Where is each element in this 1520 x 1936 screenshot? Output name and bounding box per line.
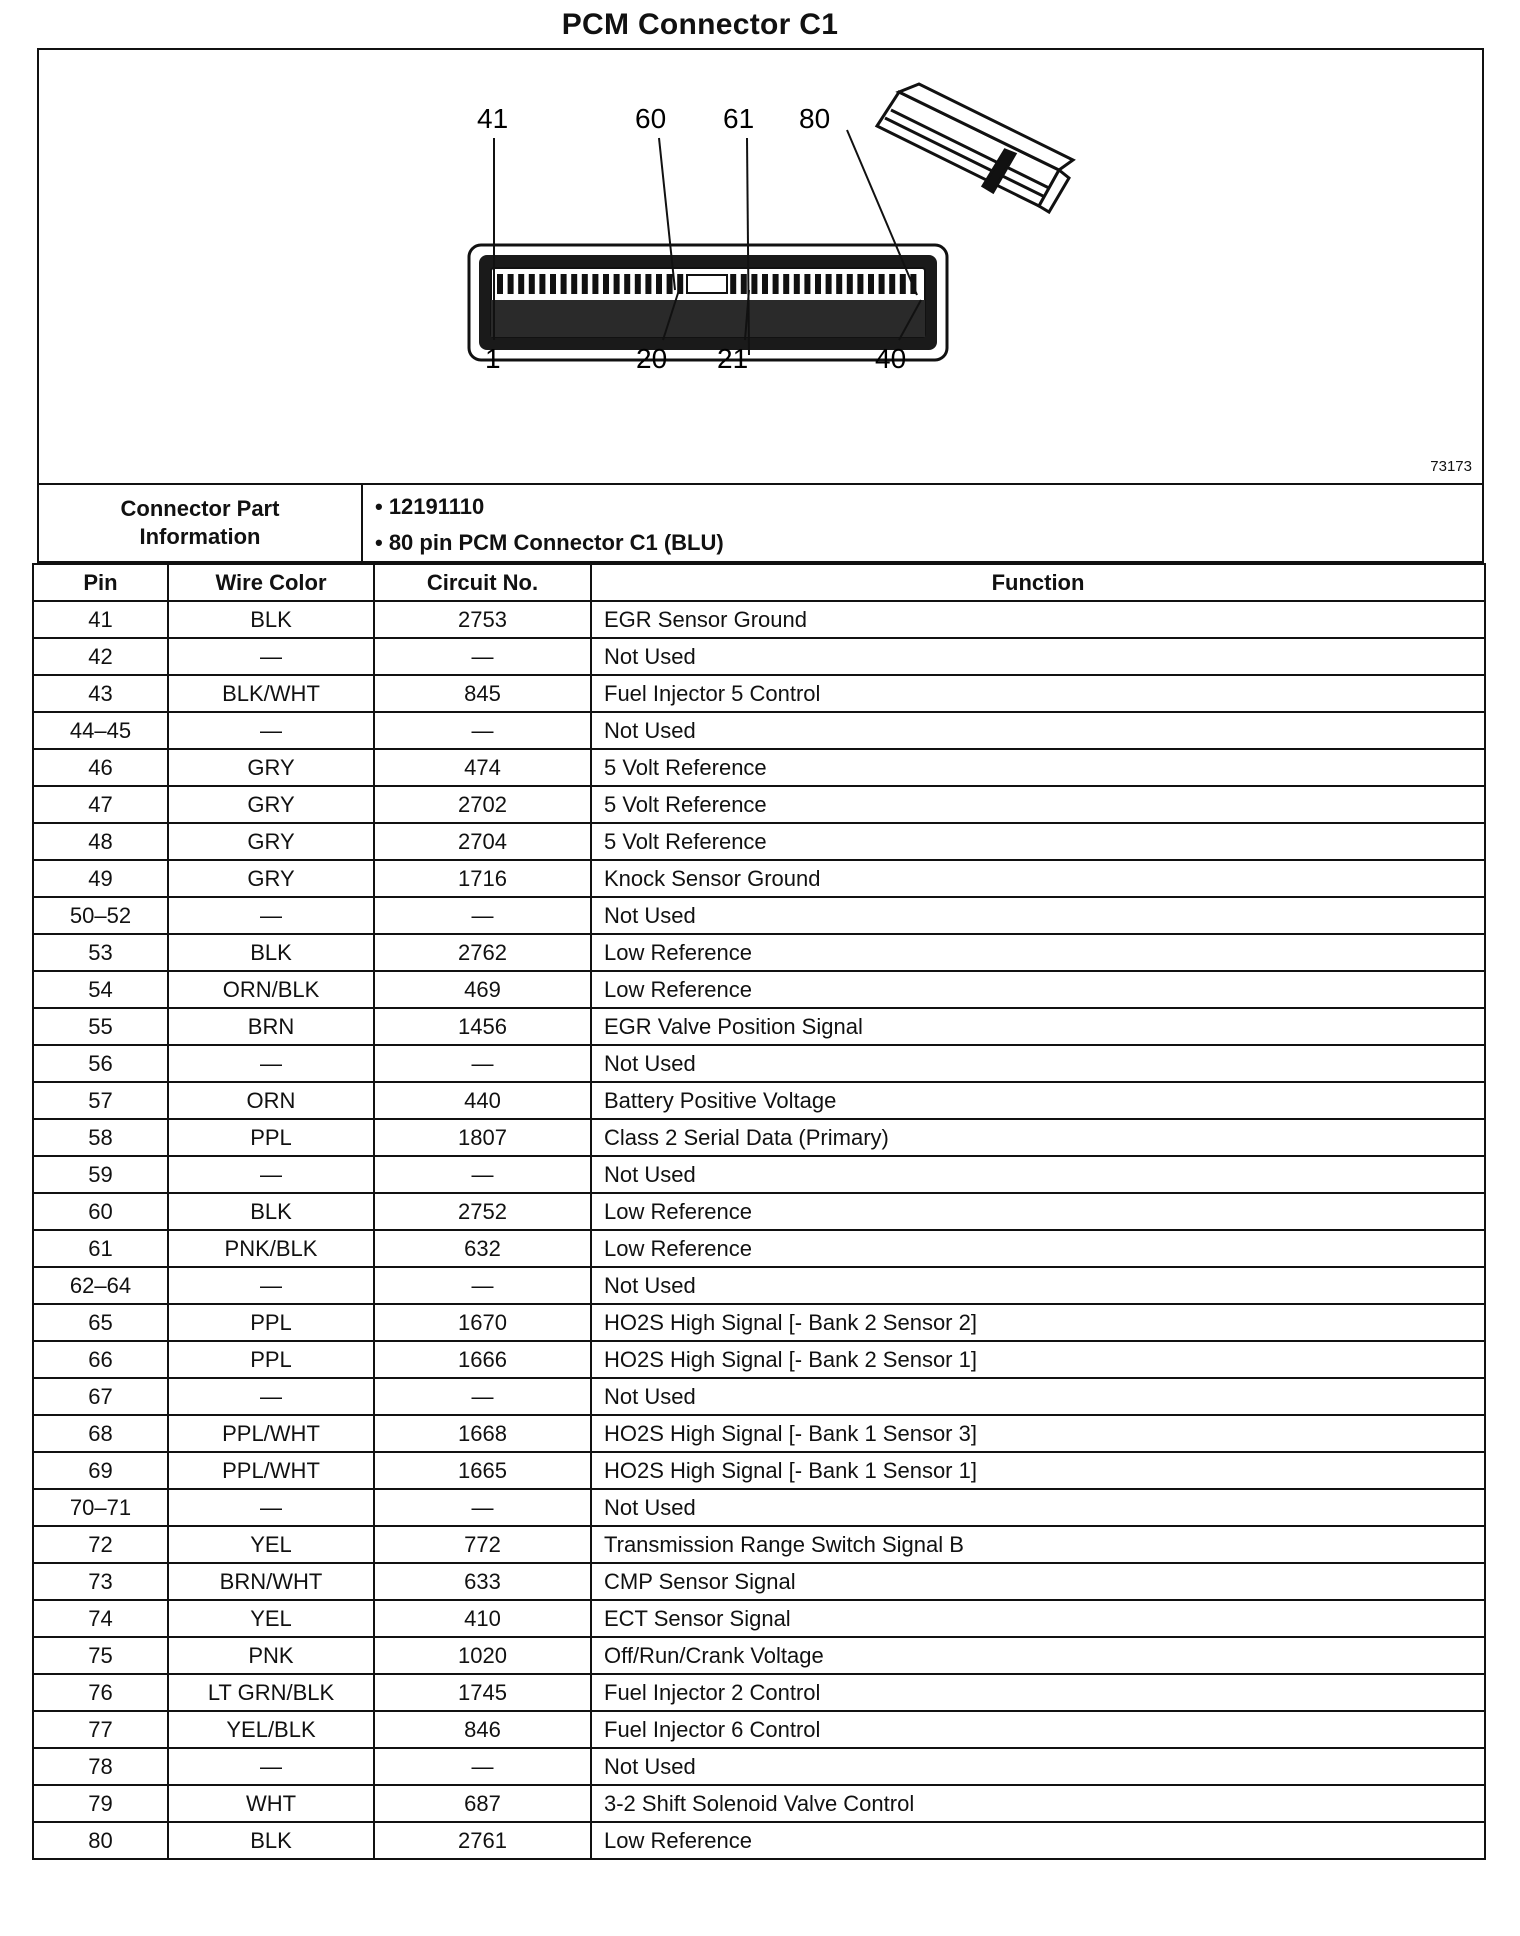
cell-circuit: 440	[374, 1082, 591, 1119]
cell-pin: 67	[33, 1378, 168, 1415]
connector-pin	[667, 274, 673, 294]
connector-pin	[603, 274, 609, 294]
cell-circuit: 2704	[374, 823, 591, 860]
cell-circuit: 1456	[374, 1008, 591, 1045]
table-row	[33, 1008, 1485, 1045]
cell-circuit: 474	[374, 749, 591, 786]
cell-pin: 47	[33, 786, 168, 823]
connector-pin	[794, 274, 800, 294]
cell-function: Class 2 Serial Data (Primary)	[591, 1119, 1485, 1156]
cell-circuit: 1665	[374, 1452, 591, 1489]
cell-pin: 60	[33, 1193, 168, 1230]
cell-function: Not Used	[591, 1045, 1485, 1082]
cell-circuit: —	[374, 1378, 591, 1415]
table-row	[33, 934, 1485, 971]
cell-circuit: 410	[374, 1600, 591, 1637]
cell-wire-color: PPL	[168, 1304, 374, 1341]
cell-wire-color: —	[168, 1156, 374, 1193]
cell-wire-color: LT GRN/BLK	[168, 1674, 374, 1711]
cell-wire-color: YEL	[168, 1526, 374, 1563]
pin-label-61: 61	[723, 103, 755, 134]
cell-function: Off/Run/Crank Voltage	[591, 1637, 1485, 1674]
table-row	[33, 786, 1485, 823]
pin-table	[32, 563, 1486, 1860]
table-row	[33, 1637, 1485, 1674]
cell-pin: 42	[33, 638, 168, 675]
cell-wire-color: PNK	[168, 1637, 374, 1674]
part-number: • 12191110	[375, 494, 485, 519]
page-title: PCM Connector C1	[561, 8, 839, 41]
cell-wire-color: PPL/WHT	[168, 1452, 374, 1489]
header-pin: Pin	[33, 564, 168, 601]
cell-circuit: 2762	[374, 934, 591, 971]
cell-pin: 65	[33, 1304, 168, 1341]
cell-wire-color: —	[168, 1267, 374, 1304]
cell-wire-color: YEL/BLK	[168, 1711, 374, 1748]
pin-label-21: 21	[717, 343, 749, 374]
table-row	[33, 1822, 1485, 1859]
table-row	[33, 675, 1485, 712]
connector-part-label-line1: Connector Part	[120, 496, 280, 521]
cell-pin: 55	[33, 1008, 168, 1045]
connector-pin	[561, 274, 567, 294]
cell-circuit: 632	[374, 1230, 591, 1267]
connector-pin	[624, 274, 630, 294]
connector-description: • 80 pin PCM Connector C1 (BLU)	[375, 530, 724, 555]
cell-wire-color: GRY	[168, 749, 374, 786]
pin-label-1: 1	[485, 343, 501, 374]
table-row	[33, 860, 1485, 897]
table-row	[33, 1082, 1485, 1119]
connector-part-label-line2: Information	[139, 524, 261, 549]
cell-pin: 68	[33, 1415, 168, 1452]
cell-pin: 53	[33, 934, 168, 971]
connector-pin	[508, 274, 514, 294]
connector-pin	[879, 274, 885, 294]
cell-circuit: 2761	[374, 1822, 591, 1859]
cell-circuit: —	[374, 1748, 591, 1785]
cell-circuit: 1745	[374, 1674, 591, 1711]
connector-part-info	[37, 485, 1484, 563]
cell-circuit: 633	[374, 1563, 591, 1600]
cell-pin: 59	[33, 1156, 168, 1193]
connector-pin	[783, 274, 789, 294]
cell-wire-color: BLK	[168, 601, 374, 638]
connector-pin	[815, 274, 821, 294]
cell-pin: 70–71	[33, 1489, 168, 1526]
cell-pin: 73	[33, 1563, 168, 1600]
connector-pin	[656, 274, 662, 294]
connector-pin	[614, 274, 620, 294]
cell-wire-color: —	[168, 1378, 374, 1415]
cell-pin: 48	[33, 823, 168, 860]
cell-circuit: —	[374, 897, 591, 934]
cell-wire-color: BRN/WHT	[168, 1563, 374, 1600]
cell-wire-color: —	[168, 712, 374, 749]
connector-key	[687, 275, 727, 293]
cell-pin: 44–45	[33, 712, 168, 749]
cell-pin: 43	[33, 675, 168, 712]
cell-function: 3-2 Shift Solenoid Valve Control	[591, 1785, 1485, 1822]
table-row	[33, 1526, 1485, 1563]
cell-pin: 75	[33, 1637, 168, 1674]
cell-circuit: 846	[374, 1711, 591, 1748]
table-row	[33, 1304, 1485, 1341]
cell-function: Transmission Range Switch Signal B	[591, 1526, 1485, 1563]
cell-wire-color: ORN/BLK	[168, 971, 374, 1008]
cell-circuit: 687	[374, 1785, 591, 1822]
cell-pin: 76	[33, 1674, 168, 1711]
connector-part-values	[375, 489, 724, 561]
cell-function: Not Used	[591, 712, 1485, 749]
connector-pin	[741, 274, 747, 294]
cell-wire-color: GRY	[168, 786, 374, 823]
table-row	[33, 1045, 1485, 1082]
cell-wire-color: WHT	[168, 1785, 374, 1822]
table-row	[33, 1156, 1485, 1193]
cell-pin: 41	[33, 601, 168, 638]
cell-function: Not Used	[591, 1748, 1485, 1785]
cell-circuit: 2752	[374, 1193, 591, 1230]
cell-function: CMP Sensor Signal	[591, 1563, 1485, 1600]
cell-function: 5 Volt Reference	[591, 749, 1485, 786]
table-row	[33, 1489, 1485, 1526]
cell-function: Fuel Injector 6 Control	[591, 1711, 1485, 1748]
cell-wire-color: —	[168, 1748, 374, 1785]
connector-pin	[592, 274, 598, 294]
connector-pin	[762, 274, 768, 294]
cell-circuit: 1670	[374, 1304, 591, 1341]
pin-label-60: 60	[635, 103, 667, 134]
header-function: Function	[591, 564, 1485, 601]
cell-function: 5 Volt Reference	[591, 823, 1485, 860]
cell-pin: 57	[33, 1082, 168, 1119]
cell-function: HO2S High Signal [- Bank 1 Sensor 3]	[591, 1415, 1485, 1452]
cell-function: ECT Sensor Signal	[591, 1600, 1485, 1637]
cell-wire-color: PPL	[168, 1119, 374, 1156]
connector-pin	[497, 274, 503, 294]
cell-circuit: —	[374, 1156, 591, 1193]
cell-circuit: 1666	[374, 1341, 591, 1378]
cell-circuit: 1668	[374, 1415, 591, 1452]
cell-function: HO2S High Signal [- Bank 2 Sensor 2]	[591, 1304, 1485, 1341]
table-row	[33, 638, 1485, 675]
connector-pin	[857, 274, 863, 294]
cell-circuit: 2753	[374, 601, 591, 638]
cell-wire-color: PNK/BLK	[168, 1230, 374, 1267]
table-header-row	[33, 564, 1485, 601]
pin-table-body	[33, 601, 1485, 1859]
table-row	[33, 1452, 1485, 1489]
cell-wire-color: BRN	[168, 1008, 374, 1045]
cell-function: Low Reference	[591, 971, 1485, 1008]
cell-wire-color: BLK	[168, 934, 374, 971]
cell-circuit: 1807	[374, 1119, 591, 1156]
cell-function: Fuel Injector 2 Control	[591, 1674, 1485, 1711]
cell-wire-color: PPL	[168, 1341, 374, 1378]
cell-wire-color: YEL	[168, 1600, 374, 1637]
table-row	[33, 1230, 1485, 1267]
cell-circuit: 1020	[374, 1637, 591, 1674]
connector-pin	[847, 274, 853, 294]
cell-function: Not Used	[591, 638, 1485, 675]
connector-part-label	[39, 485, 363, 561]
cell-pin: 56	[33, 1045, 168, 1082]
cell-function: Battery Positive Voltage	[591, 1082, 1485, 1119]
connector-pin	[582, 274, 588, 294]
table-row	[33, 897, 1485, 934]
cell-function: 5 Volt Reference	[591, 786, 1485, 823]
table-row	[33, 1415, 1485, 1452]
table-row	[33, 971, 1485, 1008]
pin-label-40: 40	[875, 343, 907, 374]
connector-pin	[645, 274, 651, 294]
connector-pin	[751, 274, 757, 294]
table-row	[33, 1785, 1485, 1822]
cell-function: Low Reference	[591, 934, 1485, 971]
connector-pin	[730, 274, 736, 294]
cell-function: Low Reference	[591, 1230, 1485, 1267]
pin-label-80: 80	[799, 103, 831, 134]
cell-function: Not Used	[591, 1267, 1485, 1304]
cell-wire-color: —	[168, 1045, 374, 1082]
cell-circuit: —	[374, 1045, 591, 1082]
connector-pin	[550, 274, 556, 294]
connector-pin	[889, 274, 895, 294]
connector-pin	[868, 274, 874, 294]
figure-id: 73173	[1430, 458, 1472, 475]
cell-function: Knock Sensor Ground	[591, 860, 1485, 897]
table-row	[33, 1711, 1485, 1748]
cell-pin: 78	[33, 1748, 168, 1785]
table-row	[33, 1674, 1485, 1711]
cell-circuit: —	[374, 1489, 591, 1526]
cell-function: Fuel Injector 5 Control	[591, 675, 1485, 712]
cell-pin: 49	[33, 860, 168, 897]
connector-pin	[518, 274, 524, 294]
cell-function: Low Reference	[591, 1822, 1485, 1859]
connector-pin	[635, 274, 641, 294]
connector-pin	[539, 274, 545, 294]
cell-pin: 46	[33, 749, 168, 786]
table-row	[33, 601, 1485, 638]
cell-function: Not Used	[591, 897, 1485, 934]
connector-pin	[804, 274, 810, 294]
cell-circuit: —	[374, 1267, 591, 1304]
cell-pin: 77	[33, 1711, 168, 1748]
connector-pin	[529, 274, 535, 294]
pin-row-lower	[491, 300, 925, 337]
table-row	[33, 1378, 1485, 1415]
table-row	[33, 1119, 1485, 1156]
pin-label-41: 41	[477, 103, 509, 134]
connector-drawing	[39, 50, 1486, 487]
header-wire-color: Wire Color	[168, 564, 374, 601]
cell-wire-color: GRY	[168, 860, 374, 897]
table-row	[33, 749, 1485, 786]
table-row	[33, 1193, 1485, 1230]
cell-circuit: 2702	[374, 786, 591, 823]
connector-pin	[773, 274, 779, 294]
cell-function: Low Reference	[591, 1193, 1485, 1230]
cell-wire-color: —	[168, 638, 374, 675]
cell-circuit: —	[374, 712, 591, 749]
cell-function: EGR Sensor Ground	[591, 601, 1485, 638]
cell-pin: 74	[33, 1600, 168, 1637]
cell-pin: 72	[33, 1526, 168, 1563]
cell-circuit: —	[374, 638, 591, 675]
pin-label-20: 20	[636, 343, 668, 374]
cell-wire-color: BLK/WHT	[168, 675, 374, 712]
header-circuit: Circuit No.	[374, 564, 591, 601]
cell-wire-color: PPL/WHT	[168, 1415, 374, 1452]
cell-function: Not Used	[591, 1378, 1485, 1415]
cell-wire-color: BLK	[168, 1193, 374, 1230]
table-row	[33, 1563, 1485, 1600]
cell-pin: 66	[33, 1341, 168, 1378]
cell-pin: 80	[33, 1822, 168, 1859]
connector-pin	[836, 274, 842, 294]
connector-isometric	[877, 84, 1073, 212]
table-row	[33, 1748, 1485, 1785]
cell-function: EGR Valve Position Signal	[591, 1008, 1485, 1045]
connector-pin	[571, 274, 577, 294]
cell-function: HO2S High Signal [- Bank 1 Sensor 1]	[591, 1452, 1485, 1489]
cell-circuit: 772	[374, 1526, 591, 1563]
table-row	[33, 823, 1485, 860]
cell-pin: 50–52	[33, 897, 168, 934]
table-row	[33, 1267, 1485, 1304]
cell-pin: 79	[33, 1785, 168, 1822]
cell-pin: 69	[33, 1452, 168, 1489]
cell-pin: 62–64	[33, 1267, 168, 1304]
connector-pin	[900, 274, 906, 294]
cell-pin: 54	[33, 971, 168, 1008]
table-row	[33, 1600, 1485, 1637]
cell-function: Not Used	[591, 1156, 1485, 1193]
cell-wire-color: BLK	[168, 1822, 374, 1859]
cell-wire-color: —	[168, 1489, 374, 1526]
cell-pin: 61	[33, 1230, 168, 1267]
cell-wire-color: —	[168, 897, 374, 934]
table-row	[33, 712, 1485, 749]
cell-wire-color: ORN	[168, 1082, 374, 1119]
cell-function: HO2S High Signal [- Bank 2 Sensor 1]	[591, 1341, 1485, 1378]
cell-circuit: 469	[374, 971, 591, 1008]
cell-circuit: 845	[374, 675, 591, 712]
table-row	[33, 1341, 1485, 1378]
connector-diagram	[37, 48, 1484, 485]
connector-pin	[826, 274, 832, 294]
cell-function: Not Used	[591, 1489, 1485, 1526]
cell-circuit: 1716	[374, 860, 591, 897]
cell-pin: 58	[33, 1119, 168, 1156]
cell-wire-color: GRY	[168, 823, 374, 860]
